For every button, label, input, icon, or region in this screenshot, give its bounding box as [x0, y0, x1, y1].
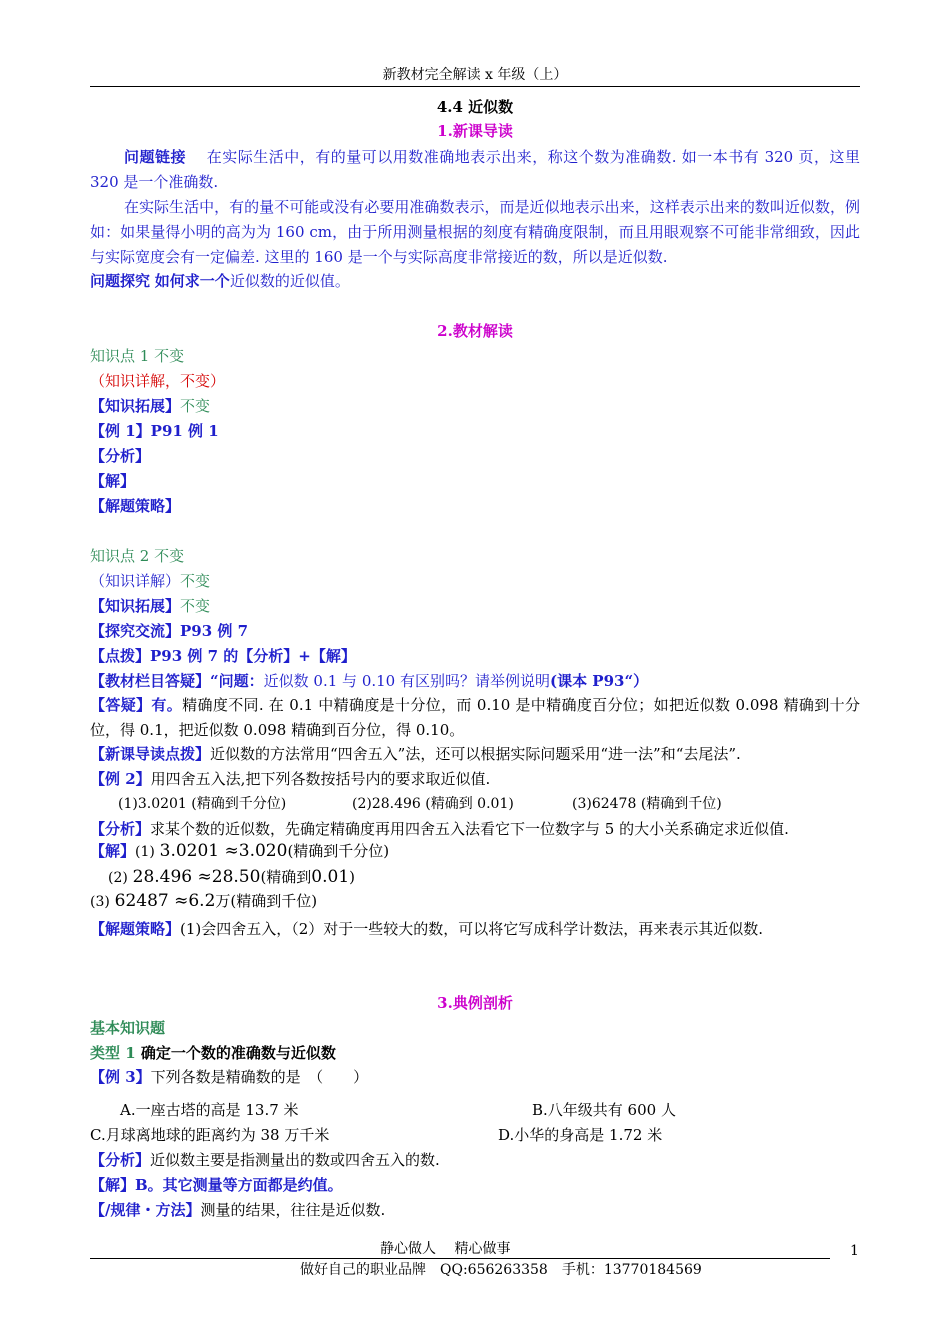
sol2-1-text: (精确到千分位): [287, 842, 390, 860]
ana2-label: 【分析】: [90, 820, 151, 838]
basic-knowledge: 基本知识题: [90, 1019, 166, 1037]
qa-q2: 近似数 0.1 与 0.10 有区别吗？请举例说明: [263, 672, 550, 690]
answer-label: 【答疑】: [90, 696, 152, 714]
kp1-detail: （知识详解，不变）: [90, 372, 226, 390]
strategy-label: 【解题策略】: [90, 497, 181, 515]
kp2-detail-value: 不变: [180, 572, 211, 590]
kp2-detail: [90, 570, 210, 592]
example-1: 【例 1】P91 例 1: [90, 422, 219, 440]
kp1-extension: [90, 395, 210, 417]
knowledge-point-1: 知识点 1 不变: [90, 347, 185, 365]
page-header: 新教材完全解读 x 年级（上）: [382, 67, 568, 83]
rule-text: 测量的结果，往往是近似数.: [200, 1201, 386, 1219]
solution-2-line-2: [108, 866, 355, 889]
qa-label: 【教材栏目答疑】: [90, 672, 211, 690]
kp1-ext-label: 【知识拓展】: [90, 397, 181, 415]
intro-paragraph-2: 在实际生活中，有的量不可能或没有必要用准确数表示，而是近似地表示出来，这样表示出来的数叫近似数，例如：如果量得小明的高为为 160 cm，由于所用测量根据的刻度有精确度限制，而且用眼观察不可能非常细致，因此与实际宽度会有一定偏差. 这里的 160 是一个与实际高度非常接近的数，所以是近似数.: [90, 198, 860, 266]
ex3-text: 下列各数是精确数的是 （ ）: [150, 1068, 369, 1086]
footer-contact: 做好自己的职业品牌 QQ:656263358 手机：13770184569: [300, 1262, 702, 1278]
kp2-ext-label: 【知识拓展】: [90, 597, 181, 615]
sol2-1-math: 3.0201 ≈3.020: [159, 841, 288, 861]
example-3-line: [90, 1066, 368, 1088]
section-title: 4.4 近似数: [436, 98, 514, 116]
sol2-3-num: (3): [90, 894, 110, 910]
textbook-qa-line: [90, 670, 648, 692]
sol2-label: 【解】: [90, 842, 136, 860]
type1-label: 类型 1: [90, 1044, 141, 1062]
option-d: D.小华的身高是 1.72 米: [498, 1126, 663, 1144]
ana2-text: 求某个数的近似数，先确定精确度再用四舍五入法看它下一位数字与 5 的大小关系确定求近似值.: [150, 820, 789, 838]
label-problem-link: 问题链接: [124, 148, 186, 166]
guide-label: 【新课导读点拨】: [90, 745, 211, 763]
kp2-ext-value: 不变: [180, 597, 211, 615]
heading-textbook: 2.教材解读: [437, 322, 513, 340]
solution-2-line-3: [90, 890, 317, 913]
sol2-2-math2: 0.01: [311, 867, 350, 887]
solution-label: 【解】: [90, 472, 136, 490]
qa-q3: (课本 P93“）: [549, 672, 649, 690]
header-rule: [90, 86, 860, 87]
ex3-label: 【例 3】: [90, 1068, 151, 1086]
analysis-2-line: [90, 818, 789, 840]
problem-explore-line: [90, 270, 350, 292]
ex2-item-2: (2)28.496 (精确到 0.01): [352, 796, 514, 812]
ex2-label: 【例 2】: [90, 770, 151, 788]
problem-explore-bold: 如何求一个: [154, 272, 230, 290]
ex2-text: 用四舍五入法,把下列各数按括号内的要求取近似值.: [150, 770, 491, 788]
qa-q1: “问题：: [210, 672, 264, 690]
problem-explore-rest: 近似数的近似值。: [229, 272, 350, 290]
ana3-text: 近似数主要是指测量出的数或四舍五入的数.: [150, 1151, 440, 1169]
kp2-detail-label: （知识详解）: [90, 572, 181, 590]
option-a: A.一座古塔的高是 13.7 米: [120, 1101, 299, 1119]
sol2-3-text: 万(精确到千位): [215, 892, 318, 910]
sol2-1-num: (1): [135, 844, 155, 860]
answer-bold: 有。: [151, 696, 183, 714]
label-problem-explore: 问题探究: [90, 272, 151, 290]
answer-paragraph: [90, 693, 860, 743]
strat2-label: 【解题策略】: [90, 920, 181, 938]
sol2-2-text: (精确到: [260, 868, 312, 886]
page-number: 1: [850, 1243, 859, 1259]
rule-method-line: [90, 1199, 385, 1221]
kp2-extension: [90, 595, 210, 617]
analysis-3-line: [90, 1149, 440, 1171]
option-c: C.月球离地球的距离约为 38 万千米: [90, 1126, 330, 1144]
footer-motto: 静心做人 精心做事: [380, 1241, 511, 1257]
solution-2-line-1: [90, 840, 389, 863]
kp1-ext-value: 不变: [180, 397, 211, 415]
strat2-text: (1)会四舍五入，（2）对于一些较大的数，可以将它写成科学计数法，再来表示其近似数.: [180, 920, 764, 938]
knowledge-point-2: 知识点 2 不变: [90, 547, 185, 565]
ex2-item-3: (3)62478 (精确到千位): [572, 796, 722, 812]
type1-title: 确定一个数的准确数与近似数: [140, 1044, 336, 1062]
guide-text: 近似数的方法常用“四舍五入”法，还可以根据实际问题采用“进一法”和“去尾法”.: [210, 745, 741, 763]
sol2-2-text2: ): [349, 868, 356, 886]
example-2-line: [90, 768, 490, 790]
intro-text-1: 在实际生活中，有的量可以用数准确地表示出来，称这个数为准确数. 如一本书有 320 页，这里 320 是一个准确数.: [90, 148, 860, 191]
guide-hint-line: [90, 743, 741, 765]
option-b: B.八年级共有 600 人: [532, 1101, 676, 1119]
type-1-line: [90, 1042, 336, 1064]
heading-new-lesson: 1.新课导读: [437, 122, 513, 140]
explore-exchange: 【探究交流】P93 例 7: [90, 622, 249, 640]
sol2-2-math: 28.496 ≈28.50: [132, 867, 261, 887]
intro-paragraph-1: [90, 145, 860, 195]
strategy-2-line: [90, 918, 763, 940]
ex2-item-1: (1)3.0201 (精确到千分位): [118, 796, 287, 812]
heading-examples: 3.典例剖析: [437, 994, 513, 1012]
ana3-label: 【分析】: [90, 1151, 151, 1169]
rule-label: 【/规律・方法】: [90, 1201, 201, 1219]
sol2-3-math: 62487 ≈6.2: [114, 891, 216, 911]
answer-text: 精确度不同. 在 0.1 中精确度是十分位，而 0.10 是中精确度百分位；如把近似数 0.098 精确到十分位，得 0.1，把近似数 0.098 精确到百分位，得 0.10。: [90, 696, 860, 739]
sol2-2-num: (2): [108, 870, 128, 886]
solution-3: 【解】B。其它测量等方面都是约值。: [90, 1176, 343, 1194]
analysis-label: 【分析】: [90, 447, 151, 465]
hint-line: 【点拨】P93 例 7 的【分析】+【解】: [90, 647, 356, 665]
